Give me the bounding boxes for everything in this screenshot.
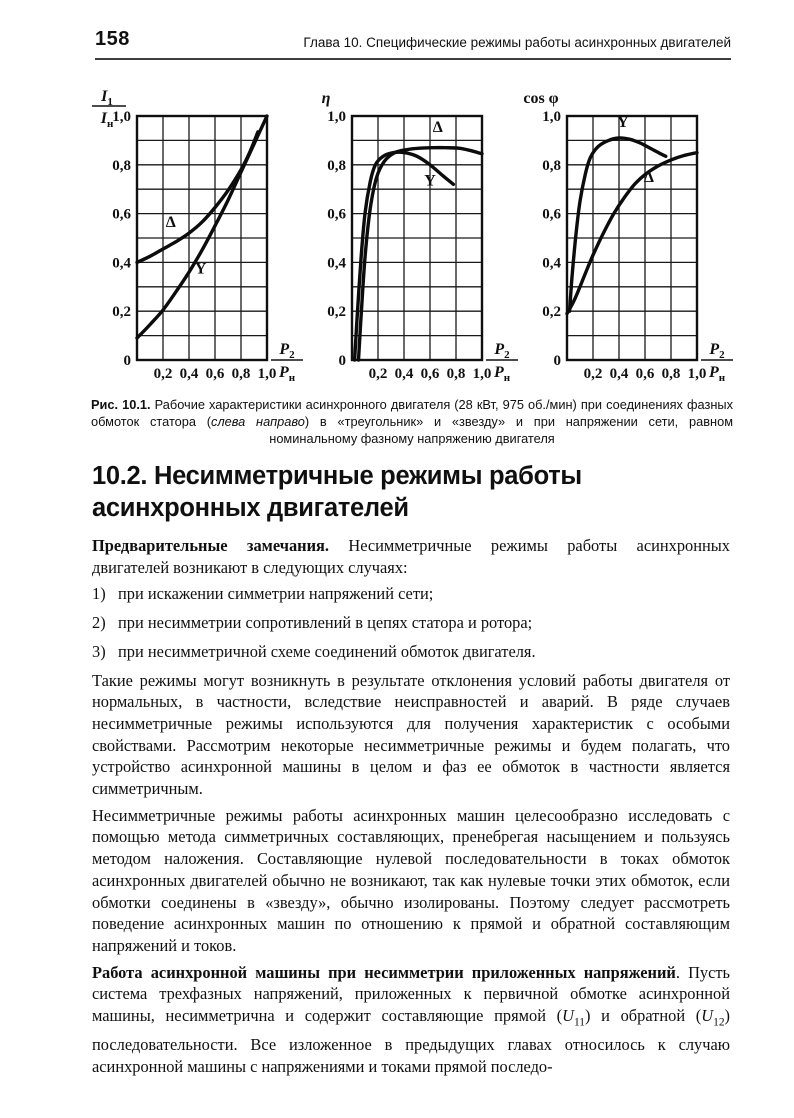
section-title: 10.2. Несимметричные режимы работы асинхронных двигателей xyxy=(92,462,582,522)
charts-row xyxy=(91,86,733,386)
svg-text:1,0: 1,0 xyxy=(542,109,561,125)
svg-text:0,6: 0,6 xyxy=(112,206,131,223)
svg-text:I1: $I_1$ xyxy=(101,88,113,108)
svg-text:0: 0 xyxy=(553,353,561,369)
svg-text:0,6: 0,6 xyxy=(205,366,225,382)
svg-text:Pн: $P_н$ xyxy=(278,364,296,384)
svg-text:Y: Y xyxy=(424,172,436,190)
chart-power-factor xyxy=(521,86,733,386)
svg-text:0,2: 0,2 xyxy=(112,304,131,321)
page-header xyxy=(95,28,731,60)
svg-text:0: 0 xyxy=(338,353,346,369)
svg-text:0,8: 0,8 xyxy=(661,366,681,382)
svg-text:0,2: 0,2 xyxy=(153,366,173,382)
svg-text:P2: $P_2$ xyxy=(709,341,725,361)
svg-text:1,0: 1,0 xyxy=(257,366,277,382)
svg-text:η: η xyxy=(321,90,331,107)
svg-text:0: 0 xyxy=(123,353,131,369)
list-marker: 2) xyxy=(92,613,106,633)
svg-text:P2: $P_2$ xyxy=(279,341,295,361)
svg-text:Pн: $P_н$ xyxy=(493,364,511,384)
svg-text:0,2: 0,2 xyxy=(327,304,346,321)
svg-text:1,0: 1,0 xyxy=(472,366,492,382)
paragraph-asymmetric-voltages: Работа асинхронной машины при несимметрии приложенных напряжений. Пусть система трехфазных напряжений, приложенных к первичной обмотке асинхронной машины, несимметрична и содержит составляющие прямой $(U_{11})$ и обратной $(U_{12})$ последовательности. Все изложенное в предыдущих главах относилось к случаю асинхронной машины с напряжениями и токами прямой последо- xyxy=(92,962,731,1076)
chapter-header: Глава 10. Специфические режимы работы асинхронных двигателей xyxy=(303,35,731,50)
svg-text:0,6: 0,6 xyxy=(327,206,346,223)
svg-text:0,6: 0,6 xyxy=(635,366,655,382)
svg-text:0,4: 0,4 xyxy=(112,255,131,272)
svg-text:0,8: 0,8 xyxy=(542,157,561,174)
figure-caption: Рис. 10.1. Рабочие характеристики асинхронного двигателя (28 кВт, 975 об./мин) при соединениях фазных обмоток статора (слева направо) в «треугольник» и «звезду» и при напряжении сети, равном номинальному фазному напряжению двигателя xyxy=(91,397,734,446)
svg-text:0,8: 0,8 xyxy=(231,366,251,382)
paragraph-regimes-origin: Такие режимы могут возникнуть в результате отклонения условий работы двигателя от нормальных, в частности, вследствие неисправностей и аварий. В ряде случаев несимметричные режимы используются для получения характеристик с особыми свойствами. Рассмотрим некоторые несимметричные режимы и будем полагать, что устройство асинхронной машины в целом и фаз ее обмоток в частности является симметричным. xyxy=(92,670,730,799)
list-marker: 3) xyxy=(92,641,106,661)
svg-text:0,2: 0,2 xyxy=(368,366,388,382)
svg-text:cos φ: cos φ xyxy=(523,90,559,107)
svg-text:1,0: 1,0 xyxy=(112,109,131,125)
chart-stator-current-ratio xyxy=(91,86,303,386)
svg-text:0,8: 0,8 xyxy=(327,157,346,174)
svg-text:Δ: Δ xyxy=(165,214,176,231)
svg-text:Y: Y xyxy=(194,260,207,278)
svg-text:Δ: Δ xyxy=(643,168,654,186)
svg-text:Y: Y xyxy=(617,114,629,131)
svg-text:0,2: 0,2 xyxy=(542,304,561,321)
svg-text:P2: $P_2$ xyxy=(494,341,510,361)
svg-text:Iн: $I_н$ xyxy=(100,110,114,130)
svg-text:0,4: 0,4 xyxy=(542,255,561,272)
chart-efficiency xyxy=(306,86,518,386)
paragraph-preliminary-remarks: Предварительные замечания. Несимметричные режимы работы асинхронных двигателей возникают в следующих случаях: xyxy=(92,536,730,577)
list-item-2 xyxy=(92,612,730,634)
page-number: 158 xyxy=(95,28,130,50)
svg-text:0,4: 0,4 xyxy=(609,366,629,382)
body-text xyxy=(92,535,730,1082)
svg-text:0,8: 0,8 xyxy=(446,366,466,382)
svg-text:0,4: 0,4 xyxy=(179,366,199,382)
list-marker: 1) xyxy=(92,584,106,604)
list-item-1 xyxy=(92,583,730,605)
list-item-text: при несимметрии сопротивлений в цепях статора и ротора; xyxy=(118,613,533,633)
list-item-3 xyxy=(92,641,730,663)
svg-text:0,6: 0,6 xyxy=(542,206,561,223)
list-item-text: при искажении симметрии напряжений сети; xyxy=(118,584,434,604)
svg-text:0,4: 0,4 xyxy=(327,255,346,272)
figure-10-1 xyxy=(91,86,733,447)
svg-text:0,2: 0,2 xyxy=(583,366,603,382)
svg-text:Δ: Δ xyxy=(432,118,443,136)
svg-text:0,6: 0,6 xyxy=(420,366,440,382)
svg-text:0,4: 0,4 xyxy=(394,366,414,382)
svg-text:Pн: $P_н$ xyxy=(708,364,726,384)
list-item-text: при несимметричной схеме соединений обмоток двигателя. xyxy=(118,641,536,661)
svg-text:1,0: 1,0 xyxy=(327,109,346,125)
svg-text:1,0: 1,0 xyxy=(687,366,707,382)
paragraph-symmetric-components: Несимметричные режимы работы асинхронных машин целесообразно исследовать с помощью метода симметричных составляющих, пренебрегая насыщением и пользуясь методом наложения. Составляющие нулевой последовательности в токах обмоток асинхронных двигателей обычно не возникают, так как нулевые точки этих обмоток, если обмотки соединены в «звезду», обычно изолированы. Поэтому следует рассмотреть поведение асинхронных машин по отношению к прямой и обратной составляющим напряжений и токов. xyxy=(92,805,730,955)
svg-text:0,8: 0,8 xyxy=(112,157,131,174)
